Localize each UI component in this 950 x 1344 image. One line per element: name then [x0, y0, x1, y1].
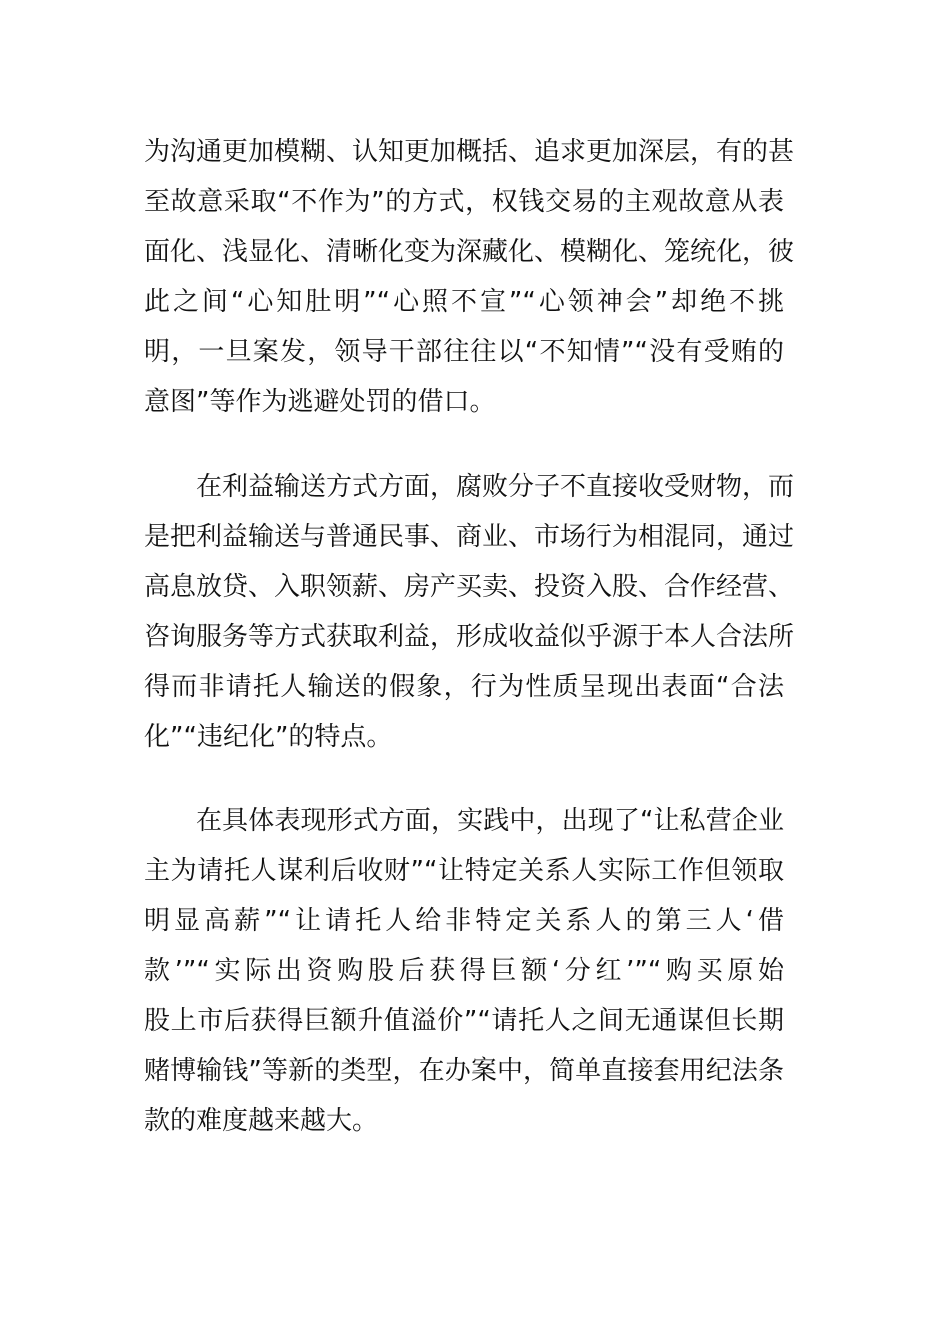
- paragraph-line: 咨询服务等方式获取利益，形成收益似乎源于本人合法所: [144, 622, 795, 652]
- paragraph-line: 得而非请托人输送的假象，行为性质呈现出表面“合法: [144, 672, 784, 702]
- paragraph-line: 至故意采取“不作为”的方式，权钱交易的主观故意从表: [144, 187, 784, 217]
- paragraph-line: 款’”“实际出资购股后获得巨额‘分红’”“购买原始: [144, 956, 784, 986]
- paragraph-3: [144, 796, 784, 1146]
- paragraph-line: 赌博输钱”等新的类型，在办案中，简单直接套用纪法条: [144, 1056, 784, 1086]
- paragraph-line: 款的难度越来越大。: [144, 1106, 379, 1136]
- paragraph-line: 主为请托人谋利后收财”“让特定关系人实际工作但领取: [144, 856, 784, 886]
- paragraph-line: 为沟通更加模糊、认知更加概括、追求更加深层，有的甚: [144, 137, 795, 167]
- paragraph-line: 化”“违纪化”的特点。: [144, 722, 393, 752]
- paragraph-line: 股上市后获得巨额升值溢价”“请托人之间无通谋但长期: [144, 1006, 784, 1036]
- paragraph-line: 此之间“心知肚明”“心照不宣”“心领神会”却绝不挑: [144, 287, 784, 317]
- paragraph-line: 面化、浅显化、清晰化变为深藏化、模糊化、笼统化，彼: [144, 237, 795, 267]
- paragraph-line: 高息放贷、入职领薪、房产买卖、投资入股、合作经营、: [144, 572, 795, 602]
- paragraph-line: 在具体表现形式方面，实践中，出现了“让私营企业: [196, 806, 784, 836]
- paragraph-line: 是把利益输送与普通民事、商业、市场行为相混同，通过: [144, 522, 795, 552]
- paragraph-line: 在利益输送方式方面，腐败分子不直接收受财物，而: [196, 472, 795, 502]
- paragraph-1: [144, 127, 795, 427]
- paragraph-2: [144, 462, 795, 762]
- paragraph-line: 明，一旦案发，领导干部往往以“不知情”“没有受贿的: [144, 337, 784, 367]
- paragraph-line: 明显高薪”“让请托人给非特定关系人的第三人‘借: [144, 906, 784, 936]
- paragraph-line: 意图”等作为逃避处罚的借口。: [144, 387, 496, 417]
